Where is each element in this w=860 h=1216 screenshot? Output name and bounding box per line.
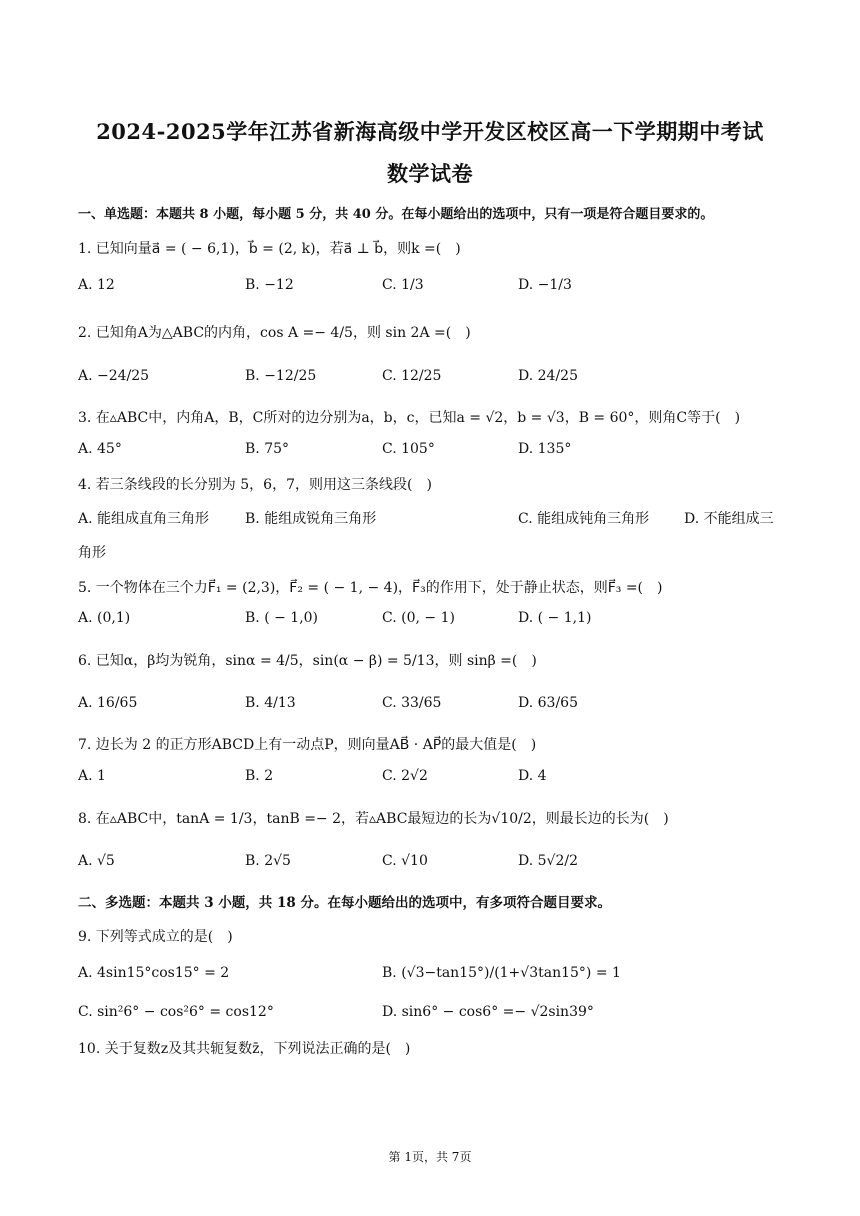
- question-8-stem: 8. 在▵ABC中，tanA = 1/3，tanB =− 2，若▵ABC最短边的长为√10/2，则最长边的长为( ): [78, 811, 669, 827]
- question-7-option-a: A. 1: [78, 768, 106, 784]
- section-heading-multi-choice: 二、多选题：本题共 3 小题，共 18 分。在每小题给出的选项中，有多项符合题目要求。: [78, 895, 611, 911]
- question-5-option-d: D. ( − 1,1): [518, 610, 592, 626]
- question-3-option-a: A. 45°: [78, 441, 122, 457]
- question-9-option-b: B. (√3−tan15°)/(1+√3tan15°) = 1: [382, 965, 621, 981]
- question-4-option-d-wrap: 角形: [78, 545, 106, 561]
- page-footer: 第 1页，共 7页: [388, 1150, 472, 1164]
- question-2-stem: 2. 已知角A为△ABC的内角，cos A =− 4/5，则 sin 2A =( ): [78, 325, 471, 341]
- question-2-option-a: A. −24/25: [78, 368, 150, 384]
- question-6-option-a: A. 16/65: [78, 695, 138, 711]
- question-9-stem: 9. 下列等式成立的是( ): [78, 929, 233, 945]
- question-1-stem: 1. 已知向量a⃗ = ( − 6,1)，b⃗ = (2, k)，若a⃗ ⊥ b⃗，则k =( ): [78, 241, 461, 257]
- exam-title: 2024-2025学年江苏省新海高级中学开发区校区高一下学期期中考试: [96, 119, 764, 144]
- question-3-option-d: D. 135°: [518, 441, 572, 457]
- question-10-stem: 10. 关于复数z及其共轭复数z̄，下列说法正确的是( ): [78, 1041, 411, 1057]
- question-3-stem: 3. 在▵ABC中，内角A，B，C所对的边分别为a，b，c，已知a = √2，b = √3，B = 60°，则角C等于( ): [78, 410, 741, 426]
- question-5-option-c: C. (0, − 1): [382, 610, 455, 626]
- question-6-option-b: B. 4/13: [245, 695, 296, 711]
- question-1-option-b: B. −12: [245, 277, 294, 293]
- question-2-option-d: D. 24/25: [518, 368, 578, 384]
- question-6-option-d: D. 63/65: [518, 695, 578, 711]
- question-5-option-a: A. (0,1): [78, 610, 131, 626]
- question-7-stem: 7. 边长为 2 的正方形ABCD上有一动点P，则向量AB⃗ · AP⃗的最大值是( ): [78, 737, 537, 753]
- question-8-option-a: A. √5: [78, 853, 115, 869]
- question-3-option-c: C. 105°: [382, 441, 435, 457]
- question-8-option-b: B. 2√5: [245, 853, 291, 869]
- question-3-option-b: B. 75°: [245, 441, 290, 457]
- question-9-option-d: D. sin6° − cos6° =− √2sin39°: [382, 1004, 594, 1020]
- question-1-option-d: D. −1/3: [518, 277, 572, 293]
- question-8-option-c: C. √10: [382, 853, 428, 869]
- question-4-option-c: C. 能组成钝角三角形: [518, 511, 650, 527]
- question-6-stem: 6. 已知α，β均为锐角，sinα = 4/5，sin(α − β) = 5/13，则 sinβ =( ): [78, 653, 537, 669]
- question-7-option-c: C. 2√2: [382, 768, 428, 784]
- question-9-option-c: C. sin²6° − cos²6° = cos12°: [78, 1004, 274, 1020]
- question-6-option-c: C. 33/65: [382, 695, 442, 711]
- exam-subtitle: 数学试卷: [387, 161, 473, 186]
- question-4-stem: 4. 若三条线段的长分别为 5，6，7，则用这三条线段( ): [78, 477, 432, 493]
- question-7-option-b: B. 2: [245, 768, 274, 784]
- question-4-option-b: B. 能组成锐角三角形: [245, 511, 377, 527]
- question-1-option-a: A. 12: [78, 277, 115, 293]
- question-5-stem: 5. 一个物体在三个力F⃗₁ = (2,3)，F⃗₂ = ( − 1, − 4)，F⃗₃的作用下，处于静止状态，则F⃗₃ =( ): [78, 580, 663, 596]
- question-5-option-b: B. ( − 1,0): [245, 610, 319, 626]
- question-9-option-a: A. 4sin15°cos15° = 2: [78, 965, 230, 981]
- section-heading-single-choice: 一、单选题：本题共 8 小题，每小题 5 分，共 40 分。在每小题给出的选项中，只有一项是符合题目要求的。: [78, 207, 714, 222]
- question-4-option-d: D. 不能组成三: [684, 511, 774, 527]
- question-7-option-d: D. 4: [518, 768, 547, 784]
- question-1-option-c: C. 1/3: [382, 277, 424, 293]
- question-2-option-b: B. −12/25: [245, 368, 317, 384]
- question-4-option-a: A. 能组成直角三角形: [78, 511, 210, 527]
- question-8-option-d: D. 5√2/2: [518, 853, 578, 869]
- question-2-option-c: C. 12/25: [382, 368, 442, 384]
